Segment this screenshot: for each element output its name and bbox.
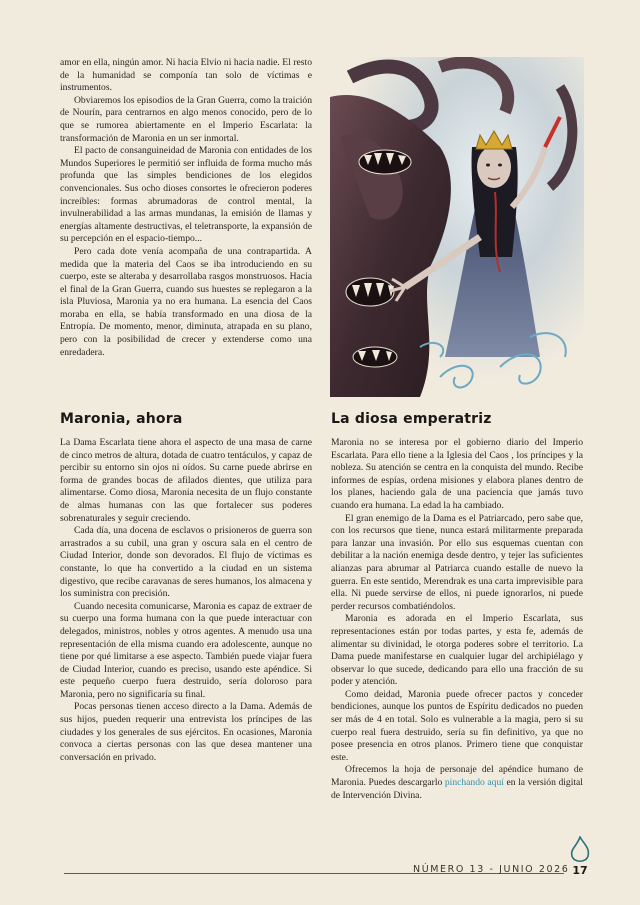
paragraph: Cada día, una docena de esclavos o prisioneros de guerra son arrastrados a su cubil, una gran y oscura sala en el centro de Ciudad Interior, donde son devorados. El flujo de víctimas es constante, lo que ha convertido a la ciudad en un sistema digestivo, que recibe caravanas de seres humanos, los almacena y los suministra con precisión. (60, 525, 312, 600)
paragraph-text: Ofrecemos la hoja de personaje del apéndice humano de Maronia. Puedes descargarlo (331, 764, 583, 789)
paragraph-text: en la versión digital de Intervención Divina. (331, 777, 583, 801)
issue-label: NÚMERO 13 - JUNIO 2026 (413, 864, 570, 875)
paragraph: El pacto de consanguineidad de Maronia con entidades de los Mundos Superiores le permitió ser influida de forma mucho más profunda que las simples bendiciones de los elegidos convencionales. Sus ocho dioses consortes le ofrecieron poderes increíbles: formas abrumadoras de control mental, la invulnerabilidad a las armas mundanas, la emisión de llamas y energías altamente destructivas, el teletransporte, la expansión de su percepción en el espacio-tiempo... (60, 145, 312, 245)
download-link[interactable]: pinchando aquí (444, 777, 504, 789)
section-heading-maronia-ahora: Maronia, ahora (60, 411, 183, 427)
paragraph: Obviaremos los episodios de la Gran Guerra, como la traición de Nourín, para centrarnos en algo menos conocido, pero de lo que se rumorea abiertamente en el Imperio Escarlata: la transformación de Maronia en un ser inmortal. (60, 94, 312, 144)
paragraph: Como deidad, Maronia puede ofrecer pactos y conceder bendiciones, aunque los puntos de Espíritu dedicados no pueden ser más de 4 en total. Solo es vulnerable a la magia, pero si su cuerpo real fuera destruido, sería su fin definitivo, ya que no posee presencia en otros planos. Primero tiene que conquistar este. (331, 688, 583, 763)
paragraph: El gran enemigo de la Dama es el Patriarcado, pero sabe que, con los recursos que tiene, nunca estará militarmente preparada para lanzar una invasión. Por ello sus esquemas cuentan con debilitar a la nación enemiga desde dentro, y tejer las suficientes alianzas para abrumar al Patriarca cuando estalle de nuevo la guerra. En este sentido, Merendrak es una carta imprevisible para ella. Ni puede servirse de ellos, ni puede ignorarlos, ni puede perder recursos combatiéndolos. (331, 512, 583, 612)
paragraph: amor en ella, ningún amor. Ni hacia Elvio ni hacia nadie. El resto de la humanidad se componía tan solo de víctimas e instrumentos. (60, 57, 312, 94)
paragraph: Maronia es adorada en el Imperio Escarlata, sus representaciones están por todas partes, y esta fe, además de alimentar su divinidad, le otorga poderes sobre el territorio. La Dama puede manifestarse en cualquier lugar del archipiélago y observar lo que sucede, dedicando para ello una fracción de su poder y atención. (331, 613, 583, 688)
right-column (331, 437, 583, 802)
chaos-goddess-illustration (330, 57, 584, 397)
left-column (60, 437, 312, 764)
paragraph (331, 764, 583, 802)
page-number: 17 (572, 864, 588, 877)
paragraph: Pero cada dote venía acompaña de una contrapartida. A medida que la materia del Caos se iba introduciendo en su cuerpo, este se alteraba y desarrollaba rasgos monstruosos. Hacia el final de la Gran Guerra, cuando sus huestes se replegaron a la isla Pluviosa, Maronia ya no era humana. La esencia del Caos moraba en ella, se había transformado en una diosa de la Entropía. De momento, menor, diminuta, atrapada en su plano, pero con la posibilidad de crecer y extenderse como una enredadera. (60, 245, 312, 358)
paragraph: Pocas personas tienen acceso directo a la Dama. Además de sus hijos, pueden requerir una entrevista los príncipes de las ciudades y los generales de sus ejércitos. En ocasiones, Maronia convoca a ciertas personas con las que desea mantener una conversación en privado. (60, 701, 312, 763)
paragraph: Cuando necesita comunicarse, Maronia es capaz de extraer de su cuerpo una forma humana con la que puede interactuar con delegados, ministros, nobles y otros agentes. A menudo usa una representación de ella misma cuando era adolescente, aunque no tiene por qué limitarse a ese aspecto. También puede viajar fuera de Ciudad Interior, cuando es preciso, usando este apéndice. Si este pequeño cuerpo fuera destruido, sería doloroso para Maronia, pero no significaría su final. (60, 600, 312, 700)
paragraph: Maronia no se interesa por el gobierno diario del Imperio Escarlata. Para ello tiene a la Iglesia del Caos , los príncipes y la nobleza. Su atención se centra en la conquista del mundo. Recibe informes de espías, ordena misiones y elabora planes dentro de los planes, haciendo gala de una paciencia que jamás tuvo cuando era humana. La edad la ha cambiado. (331, 437, 583, 511)
intro-column (60, 57, 312, 359)
paragraph: La Dama Escarlata tiene ahora el aspecto de una masa de carne de cinco metros de altura, dotada de cuatro tentáculos, y capaz de percibir su entorno sin ojos ni oídos. Su carne puede abrirse en forma de grandes bocas de afilados dientes, que utiliza para alimentarse. Como diosa, Maronia necesita de un flujo constante de almas humanas con las que fortalecer sus poderes sobrenaturales y seguir creciendo. (60, 437, 312, 524)
section-heading-diosa-emperatriz: La diosa emperatriz (331, 411, 492, 427)
